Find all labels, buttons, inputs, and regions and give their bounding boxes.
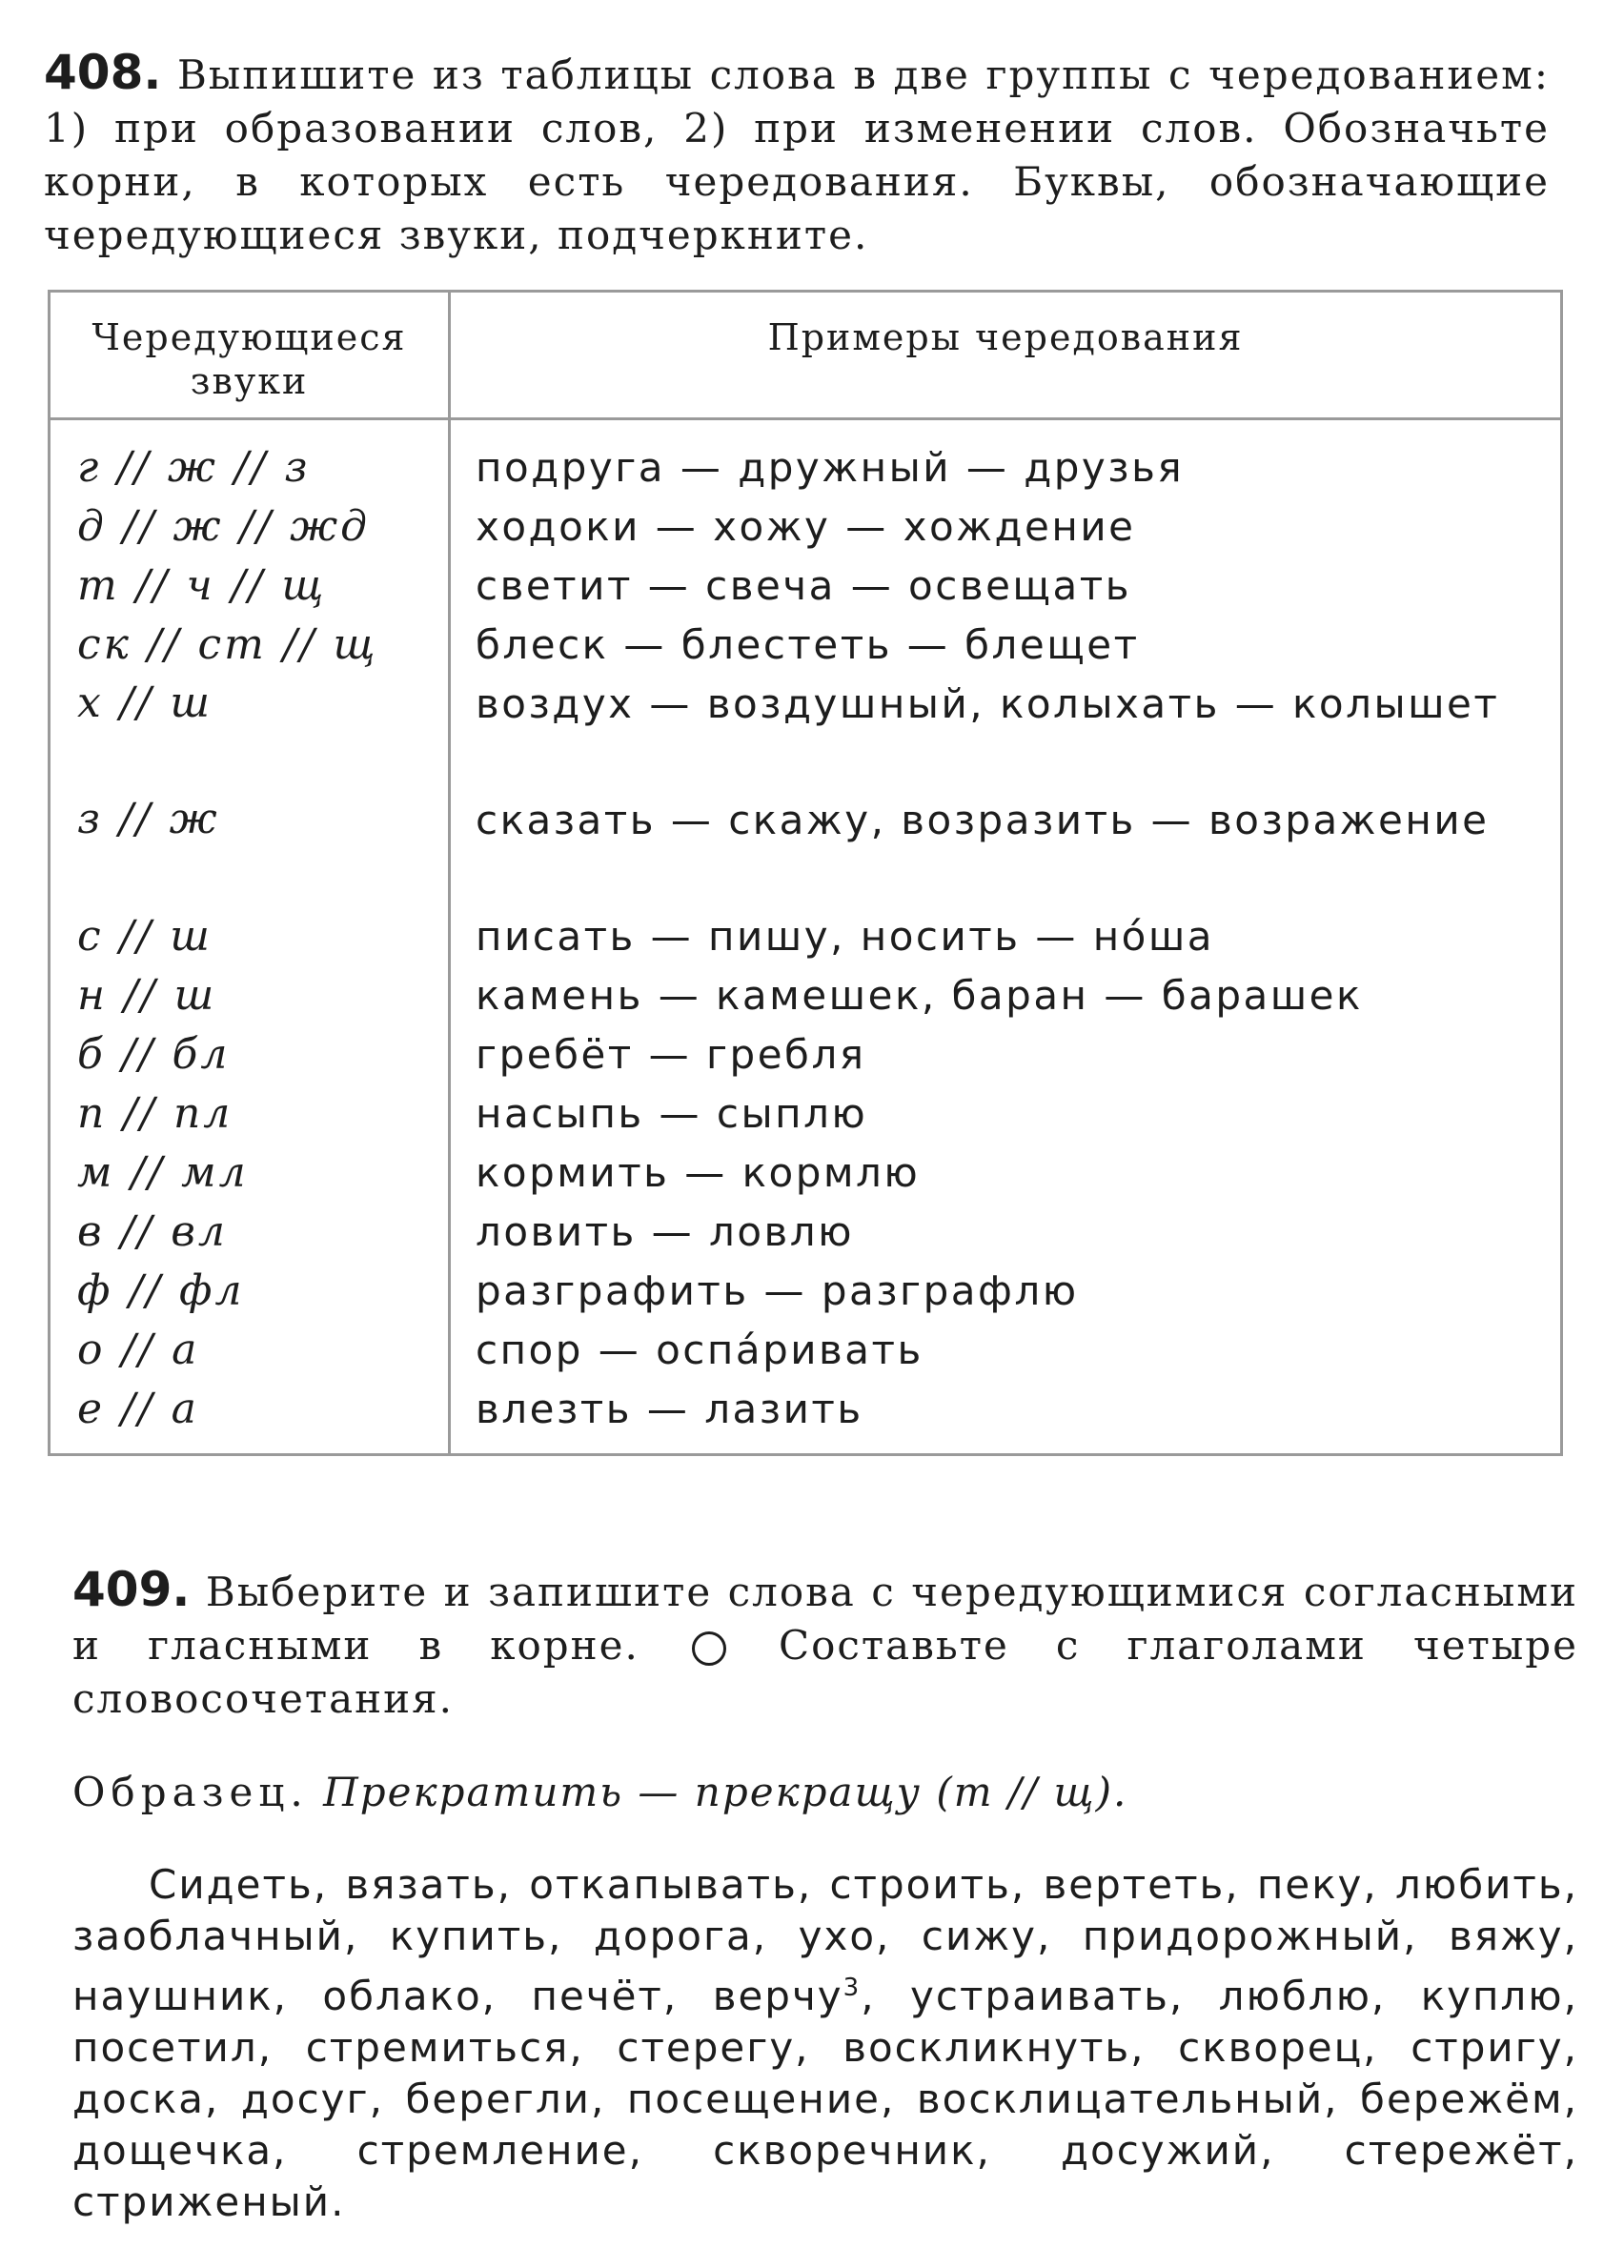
exercise-instruction: Выпишите из таблицы слова в две группы с чередованием: 1) при образовании слов, 2) при изменении слов. Обозначьте корни, в которых есть чередования. Буквы, обозначающие чередующиеся звуки, подчеркните. <box>44 51 1550 258</box>
table-row <box>50 1084 1562 1144</box>
alternating-sounds-cell: в // вл <box>50 1203 450 1262</box>
header-examples: Примеры чередования <box>450 292 1562 419</box>
alternation-example-cell: блеск — блестеть — блещет <box>450 616 1562 675</box>
alternation-example-cell: светит — свеча — освещать <box>450 557 1562 616</box>
alternating-sounds-cell: г // ж // з <box>50 419 450 498</box>
table-row <box>50 419 1562 498</box>
alternation-example-cell: подруга — дружный — друзья <box>450 419 1562 498</box>
textbook-page <box>44 45 1579 2225</box>
sample <box>72 1766 1578 1819</box>
table-row <box>50 1203 1562 1262</box>
alternating-sounds-cell: б // бл <box>50 1025 450 1084</box>
sample-text: Прекратить — прекращу (т // щ). <box>323 1769 1128 1815</box>
table-row <box>50 1025 1562 1084</box>
alternation-example-cell: спор — оспа́ривать <box>450 1321 1562 1380</box>
table-row <box>50 616 1562 675</box>
alternation-example-cell: писать — пишу, носить — но́ша <box>450 907 1562 966</box>
table-row <box>50 791 1562 907</box>
alternating-sounds-cell: ф // фл <box>50 1262 450 1321</box>
table-row <box>50 907 1562 966</box>
alternation-example-cell: ходоки — хожу — хождение <box>450 497 1562 557</box>
exercise-409-text <box>72 1563 1578 1726</box>
alternation-example-cell: влезть — лазить <box>450 1380 1562 1455</box>
word-list <box>72 1859 1578 2228</box>
exercise-instruction-part2: Составьте с глаголами четыре словосочетания. <box>72 1622 1578 1722</box>
alternation-example-cell: разграфить — разграфлю <box>450 1262 1562 1321</box>
word-list-part2: , устраивать, люблю, куплю, посетил, стремиться, стерегу, воскликнуть, скворец, стригу, доска, досуг, берегли, посещение, восклицательный, бережём, дощечка, стремление, скворечник, досужий, стережёт, стриженый. <box>72 1973 1578 2225</box>
exercise-409 <box>72 1523 1578 2268</box>
table-row <box>50 1380 1562 1455</box>
table-row <box>50 497 1562 557</box>
alternation-table <box>48 290 1563 1456</box>
alternating-sounds-cell: т // ч // щ <box>50 557 450 616</box>
alternating-sounds-cell: н // ш <box>50 966 450 1025</box>
alternating-sounds-cell: е // а <box>50 1380 450 1455</box>
alternation-example-cell: гребёт — гребля <box>450 1025 1562 1084</box>
exercise-number: 409. <box>72 1562 191 1617</box>
alternating-sounds-cell: ск // ст // щ <box>50 616 450 675</box>
alternation-example-cell: сказать — скажу, возразить — возражение <box>450 791 1562 907</box>
table-row <box>50 1262 1562 1321</box>
footnote-mark: 3 <box>842 1974 862 2002</box>
alternating-sounds-cell: о // а <box>50 1321 450 1380</box>
alternating-sounds-cell: з // ж <box>50 791 450 907</box>
table-row <box>50 1321 1562 1380</box>
table-body <box>50 419 1562 1455</box>
table-row <box>50 1144 1562 1203</box>
exercise-number: 408. <box>44 45 162 100</box>
alternation-example-cell: ловить — ловлю <box>450 1203 1562 1262</box>
alternating-sounds-cell: п // пл <box>50 1084 450 1144</box>
exercise-408-text <box>44 46 1550 262</box>
exercise-instruction-part1: Выберите и запишите слова с чередующимися согласными и гласными в корне. <box>72 1569 1579 1669</box>
alternation-example-cell: насыпь — сыплю <box>450 1084 1562 1144</box>
alternation-example-cell: воздух — воздушный, колыхать — колышет <box>450 675 1562 791</box>
sample-label: Образец. <box>72 1769 309 1815</box>
word-list-part1: Сидеть, вязать, откапывать, строить, вертеть, пеку, любить, заоблачный, купить, дорога, ухо, сижу, придорожный, вяжу, наушник, облако, печёт, верчу <box>72 1861 1578 2019</box>
circle-icon <box>692 1631 726 1666</box>
table-row <box>50 675 1562 791</box>
table-header-row <box>50 292 1562 419</box>
alternation-example-cell: кормить — кормлю <box>450 1144 1562 1203</box>
header-sounds: Чередующиеся звуки <box>50 292 450 419</box>
table-row <box>50 557 1562 616</box>
alternating-sounds-cell: м // мл <box>50 1144 450 1203</box>
alternating-sounds-cell: с // ш <box>50 907 450 966</box>
alternating-sounds-cell: х // ш <box>50 675 450 791</box>
alternating-sounds-cell: д // ж // жд <box>50 497 450 557</box>
table-row <box>50 966 1562 1025</box>
alternation-example-cell: камень — камешек, баран — барашек <box>450 966 1562 1025</box>
exercise-408 <box>44 46 1550 262</box>
